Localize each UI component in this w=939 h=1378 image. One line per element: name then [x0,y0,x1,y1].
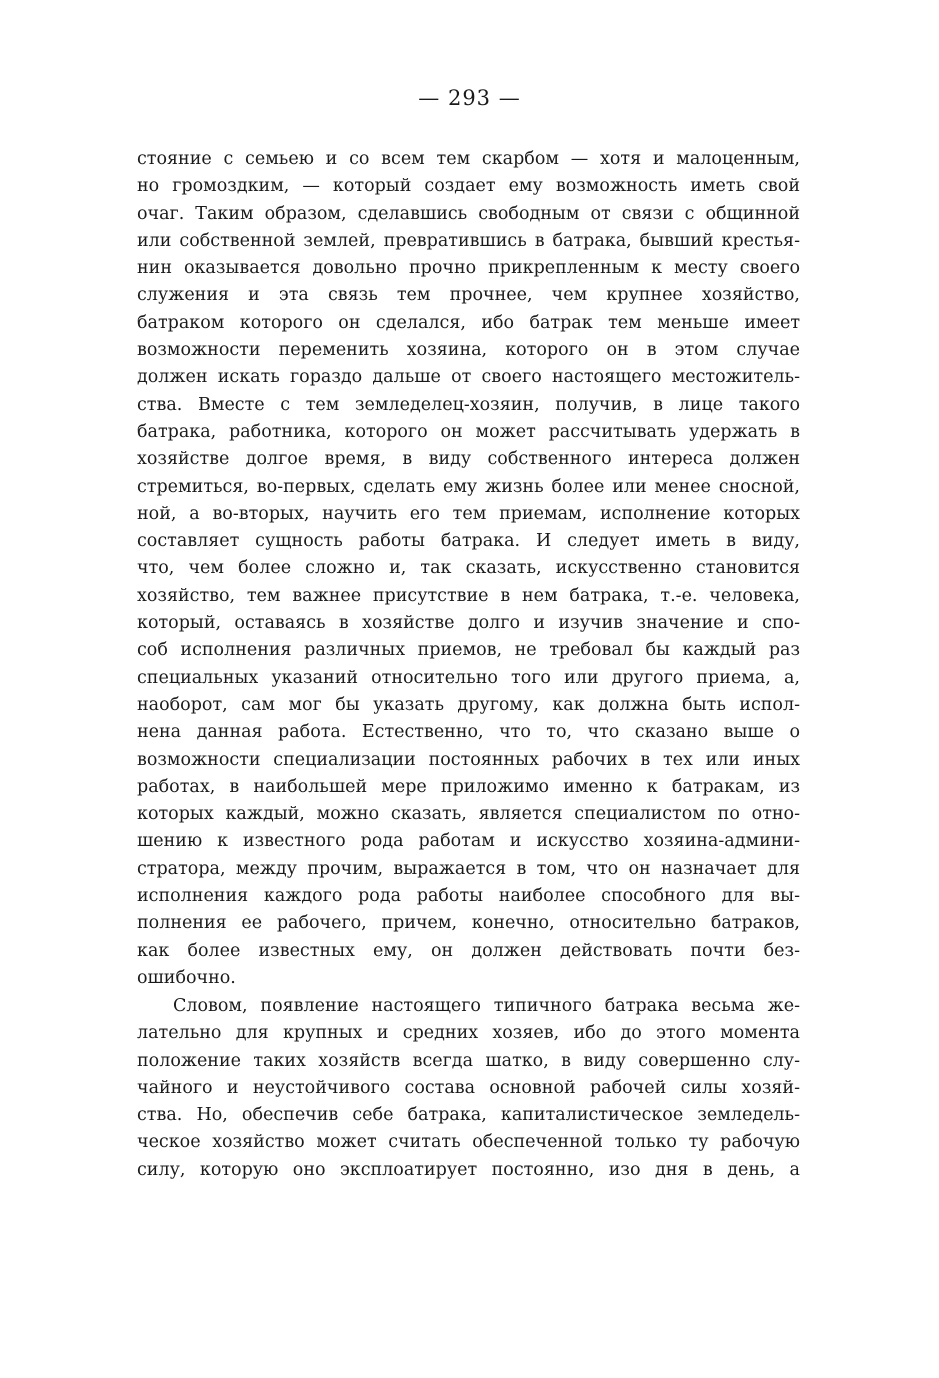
paragraph-2 [137,993,800,1184]
text-line: исполнения каждого рода работы наиболее способного для вы- [137,886,800,907]
text-line: работах, в наибольшей мере приложимо именно к батракам, из [137,776,800,797]
text-line: Словом, появление настоящего типичного батрака весьма же- [173,996,800,1016]
paragraph-1 [137,146,800,992]
text-line: шению к известного рода работам и искусство хозяина-админи- [137,831,800,852]
text-line: как более известных ему, он должен действовать почти без- [137,940,800,961]
text-line: который, оставаясь в хозяйстве долго и изучив значение и спо- [137,613,800,634]
text-line: полнения ее рабочего, причем, конечно, относительно батраков, [137,913,800,934]
text-line: хозяйство, тем важнее присутствие в нем батрака, т.-е. человека, [137,585,800,606]
text-line: батрака, работника, которого он может рассчитывать удержать в [137,421,800,442]
text-line: ошибочно. [137,967,236,988]
text-line: должен искать гораздо дальше от своего настоящего местожитель- [137,367,800,388]
text-line: которых каждый, можно сказать, является специалистом по отно- [137,804,800,825]
text-line: батраком которого он сделался, ибо батрак тем меньше имеет [137,312,800,333]
text-line: ства. Вместе с тем земледелец-хозяин, получив, в лице такого [137,394,800,415]
text-line: чайного и неустойчивого состава основной рабочей силы хозяй- [137,1077,800,1098]
text-line: ческое хозяйство может считать обеспеченной только ту рабочую [137,1132,800,1153]
text-line: стояние с семьею и со всем тем скарбом — хотя и малоценным, [137,149,800,169]
text-line: но громоздким, — который создает ему возможность иметь свой [137,176,800,197]
text-line: стратора, между прочим, выражается в том, что он назначает для [137,858,800,879]
text-line: составляет сущность работы батрака. И следует иметь в виду, [137,531,800,552]
text-line: положение таких хозяйств всегда шатко, в виду совершенно слу- [137,1050,800,1071]
text-line: силу, которую оно эксплоатирует постоянно, изо дня в день, а [137,1159,800,1180]
text-line: стремиться, во-первых, сделать ему жизнь более или менее сносной, [137,476,800,497]
text-line: нин оказывается довольно прочно прикрепленным к месту своего [137,258,800,279]
text-line: очаг. Таким образом, сделавшись свободным от связи с общинной [137,203,800,224]
text-line: возможности специализации постоянных рабочих в тех или иных [137,749,800,770]
text-line: что, чем более сложно и, так сказать, искусственно становится [137,558,800,579]
text-line: ства. Но, обеспечив себе батрака, капиталистическое земледель- [137,1105,800,1126]
text-line: соб исполнения различных приемов, не требовал бы каждый раз [137,640,800,661]
text-line: специальных указаний относительно того или другого приема, а, [137,667,800,688]
text-line: наоборот, сам мог бы указать другому, как должна быть испол- [137,694,800,715]
text-line: или собственной землей, превратившись в батрака, бывший крестья- [137,230,800,251]
text-line: лательно для крупных и средних хозяев, ибо до этого момента [137,1023,800,1044]
text-line: нена данная работа. Естественно, что то, что сказано выше о [137,722,800,743]
page-number: — 293 — [418,86,521,110]
text-line: ной, а во-вторых, научить его тем приемам, исполнение которых [137,503,800,524]
text-line: служения и эта связь тем прочнее, чем крупнее хозяйство, [137,285,800,306]
text-line: возможности переменить хозяина, которого он в этом случае [137,340,800,361]
text-line: хозяйстве долгое время, в виду собственного интереса должен [137,449,800,470]
